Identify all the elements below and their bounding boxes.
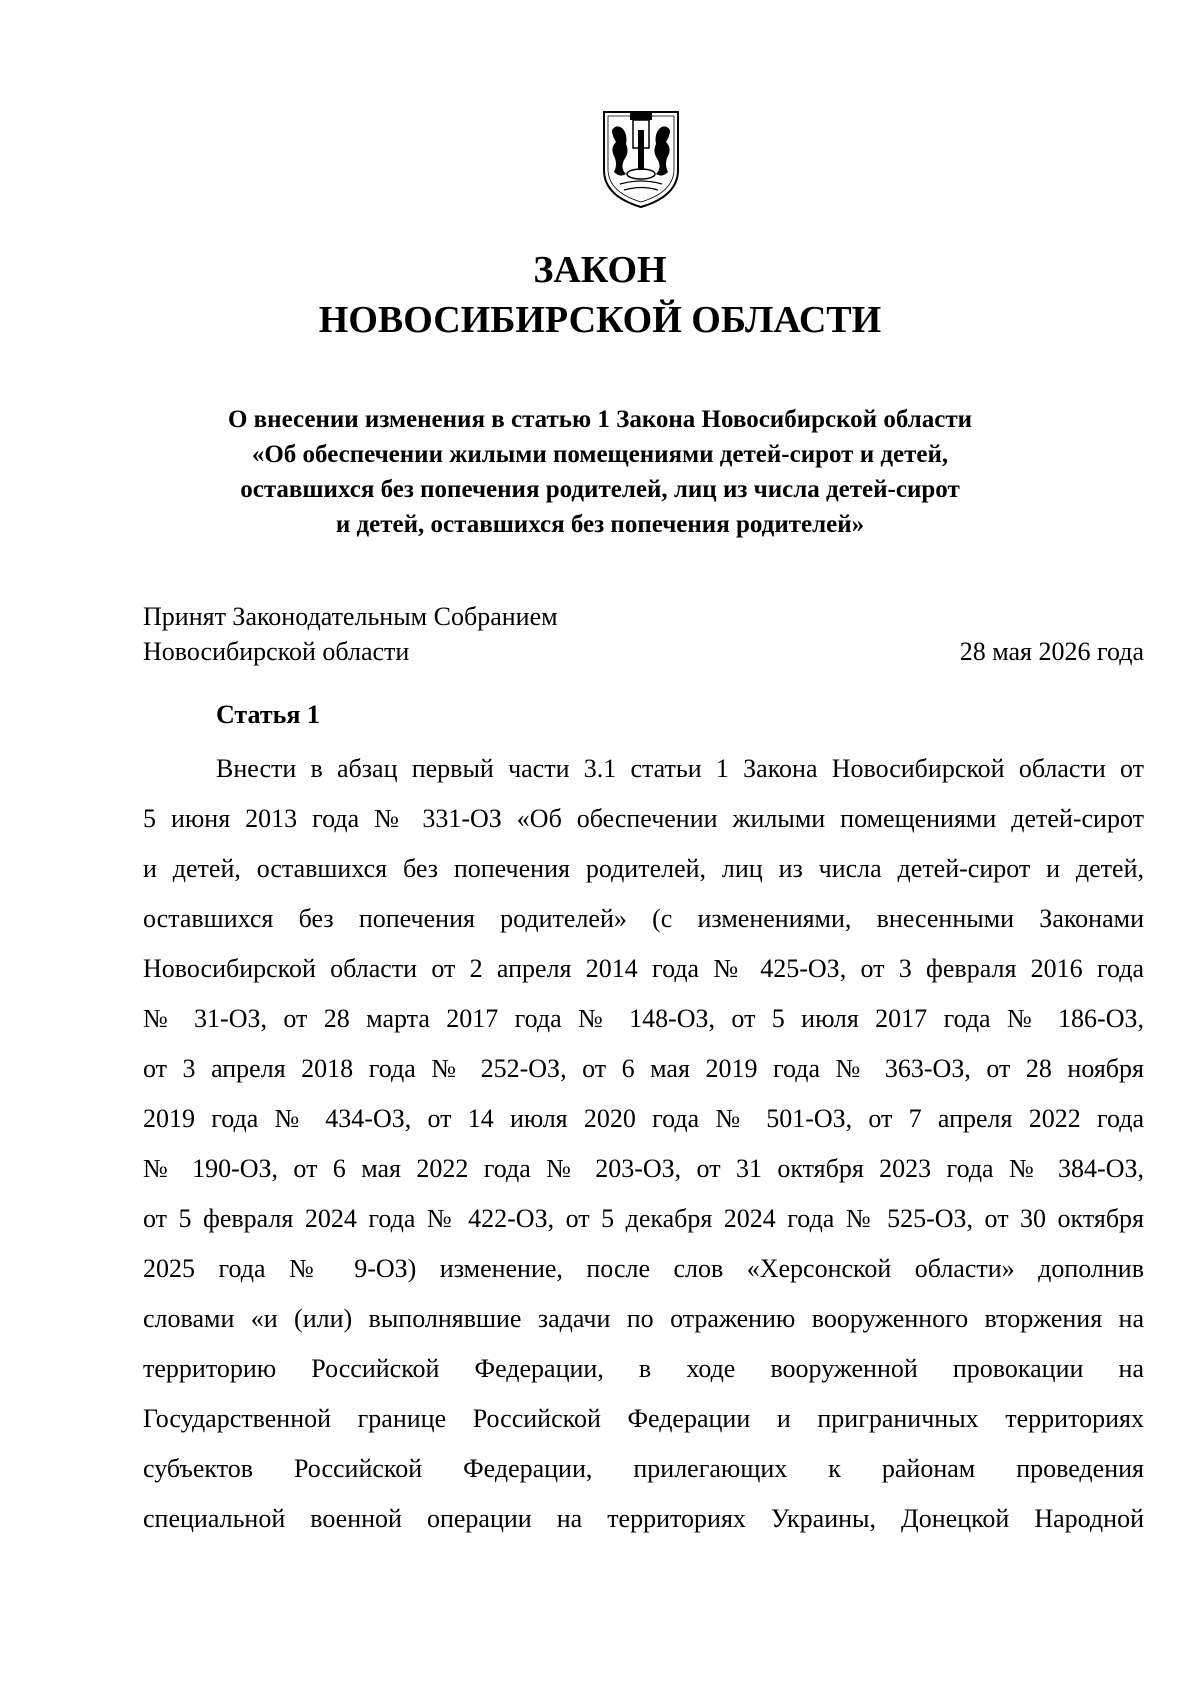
body-line: от 3 апреля 2018 года № 252-ОЗ, от 6 мая 2019 года № 363-ОЗ, от 28 ноября — [143, 1054, 1144, 1083]
coat-of-arms-icon — [600, 108, 682, 210]
subject-line: О внесении изменения в статью 1 Закона Новосибирской области — [227, 406, 973, 433]
law-title-line-2: НОВОСИБИРСКОЙ ОБЛАСТИ — [318, 299, 882, 341]
subject-line: и детей, оставшихся без попечения родителей» — [335, 511, 865, 538]
adoption-date: 28 мая 2026 года — [959, 637, 1144, 666]
article-body — [143, 744, 1144, 1544]
body-line: территорию Российской Федерации, в ходе вооруженной провокации на — [143, 1354, 1144, 1383]
law-title-line-1: ЗАКОН — [533, 249, 667, 291]
body-line: 2025 года № 9-ОЗ) изменение, после слов «Херсонской области» дополнив — [143, 1254, 1144, 1283]
body-line: № 31-ОЗ, от 28 марта 2017 года № 148-ОЗ, от 5 июля 2017 года № 186-ОЗ, — [143, 1004, 1144, 1033]
body-line: субъектов Российской Федерации, прилегающих к районам проведения — [143, 1454, 1144, 1483]
body-line: и детей, оставшихся без попечения родителей, лиц из числа детей-сирот и детей, — [143, 854, 1144, 883]
body-line: Государственной границе Российской Федерации и приграничных территориях — [143, 1404, 1144, 1433]
body-line: 5 июня 2013 года № 331-ОЗ «Об обеспечении жилыми помещениями детей-сирот — [143, 804, 1144, 833]
law-subject — [0, 402, 1200, 542]
body-line: № 190-ОЗ, от 6 мая 2022 года № 203-ОЗ, от 31 октября 2023 года № 384-ОЗ, — [143, 1154, 1144, 1183]
subject-line: «Об обеспечении жилыми помещениями детей-сирот и детей, — [251, 441, 949, 468]
subject-line: оставшихся без попечения родителей, лиц из числа детей-сирот — [240, 476, 960, 503]
body-line: специальной военной операции на территориях Украины, Донецкой Народной — [143, 1504, 1144, 1533]
body-line: оставшихся без попечения родителей» (с изменениями, внесенными Законами — [143, 904, 1144, 933]
article-heading: Статья 1 — [216, 700, 320, 729]
adoption-body — [143, 599, 558, 669]
body-line: словами «и (или) выполнявшие задачи по отражению вооруженного вторжения на — [143, 1304, 1144, 1333]
adoption-line: Принят Законодательным Собранием — [143, 602, 558, 631]
body-line: Внести в абзац первый части 3.1 статьи 1 Закона Новосибирской области от — [216, 754, 1144, 783]
body-line: 2019 года № 434-ОЗ, от 14 июля 2020 года № 501-ОЗ, от 7 апреля 2022 года — [143, 1104, 1144, 1133]
body-line: от 5 февраля 2024 года № 422-ОЗ, от 5 декабря 2024 года № 525-ОЗ, от 30 октября — [143, 1204, 1144, 1233]
body-line: Новосибирской области от 2 апреля 2014 года № 425-ОЗ, от 3 февраля 2016 года — [143, 954, 1144, 983]
adoption-line: Новосибирской области — [143, 637, 410, 666]
